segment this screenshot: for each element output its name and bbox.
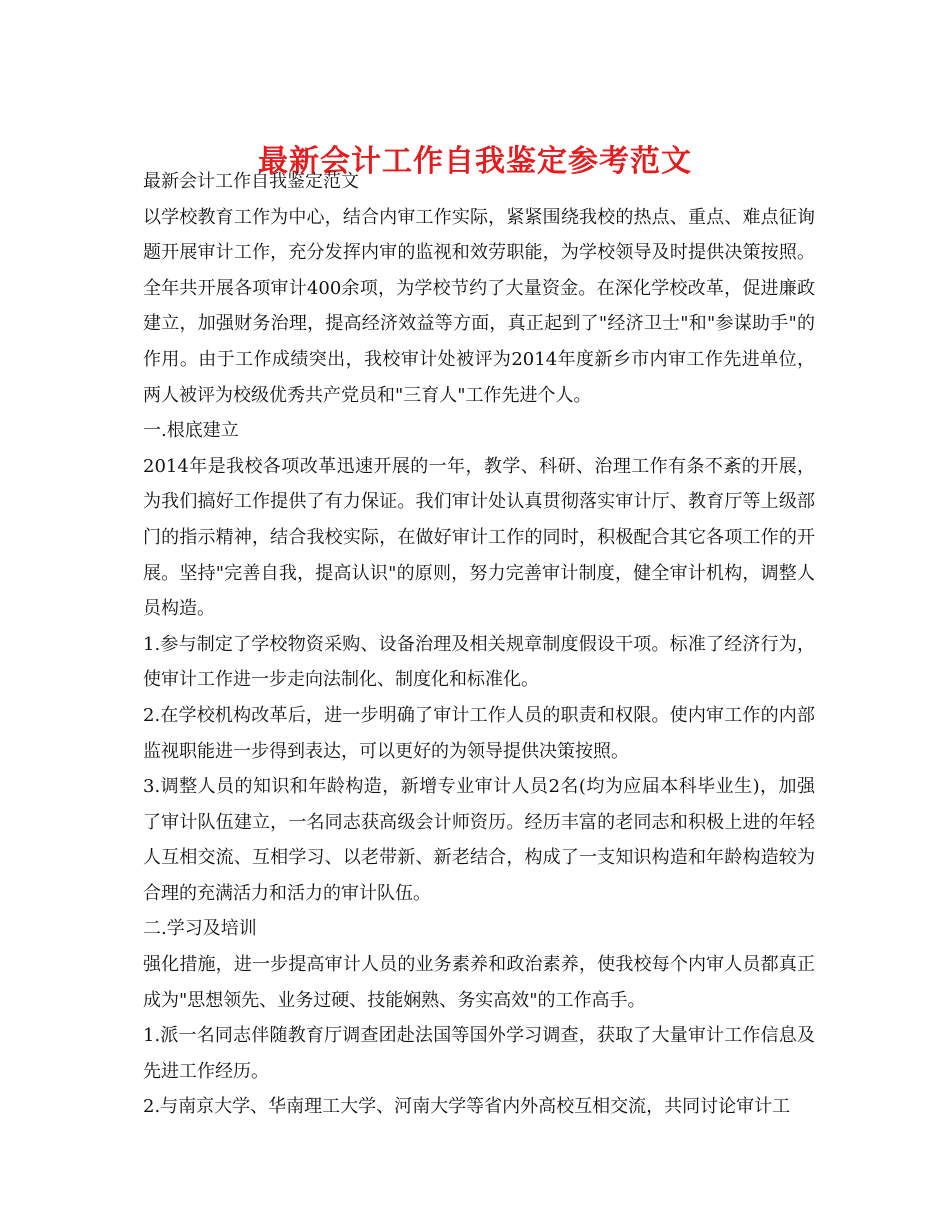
foundation-paragraph: 2014年是我校各项改革迅速开展的一年，教学、科研、治理工作有条不紊的开展，为我们搞好工作提供了有力保证。我们审计处认真贯彻落实审计厅、教育厅等上级部门的指示精神，结合我校实际，在做好审计工作的同时，积极配合其它各项工作的开展。坚持"完善自我，提高认识"的原则，努力完善审计制度，健全审计机构，调整人员构造。 — [143, 455, 815, 620]
subtitle-line: 最新会计工作自我鉴定范文 — [143, 171, 359, 192]
document-body — [143, 164, 815, 1125]
section-heading-foundation: 一.根底建立 — [143, 420, 239, 442]
list-item: 2.在学校机构改革后，进一步明确了审计工作人员的职责和权限。使内审工作的内部监视职能进一步得到表达，可以更好的为领导提供决策按照。 — [143, 704, 815, 762]
intro-paragraph: 以学校教育工作为中心，结合内审工作实际，紧紧围绕我校的热点、重点、难点征询题开展审计工作，充分发挥内审的监视和效劳职能，为学校领导及时提供决策按照。全年共开展各项审计400余项，为学校节约了大量资金。在深化学校改革，促进廉政建立，加强财务治理，提高经济效益等方面，真正起到了"经济卫士"和"参谋助手"的作用。由于工作成绩突出，我校审计处被评为2014年度新乡市内审工作先进单位，两人被评为校级优秀共产党员和"三育人"工作先进个人。 — [143, 206, 815, 406]
list-item: 2.与南京大学、华南理工大学、河南大学等省内外高校互相交流，共同讨论审计工 — [143, 1096, 791, 1118]
training-paragraph: 强化措施，进一步提高审计人员的业务素养和政治素养，使我校每个内审人员都真正成为"思想领先、业务过硬、技能娴熟、务实高效"的工作高手。 — [143, 954, 815, 1011]
section-heading-training: 二.学习及培训 — [143, 918, 257, 940]
list-item: 1.参与制定了学校物资采购、设备治理及相关规章制度假设干项。标准了经济行为，使审计工作进一步走向法制化、制度化和标准化。 — [143, 633, 815, 691]
list-item: 1.派一名同志伴随教育厅调查团赴法国等国外学习调查，获取了大量审计工作信息及先进工作经历。 — [143, 1025, 815, 1082]
document-title: 最新会计工作自我鉴定参考范文 — [258, 144, 692, 180]
list-item: 3.调整人员的知识和年龄构造，新增专业审计人员2名(均为应届本科毕业生)，加强了审计队伍建立，一名同志获高级会计师资历。经历丰富的老同志和积极上进的年轻人互相交流、互相学习、以老带新、新老结合，构成了一支知识构造和年龄构造较为合理的充满活力和活力的审计队伍。 — [143, 776, 815, 904]
